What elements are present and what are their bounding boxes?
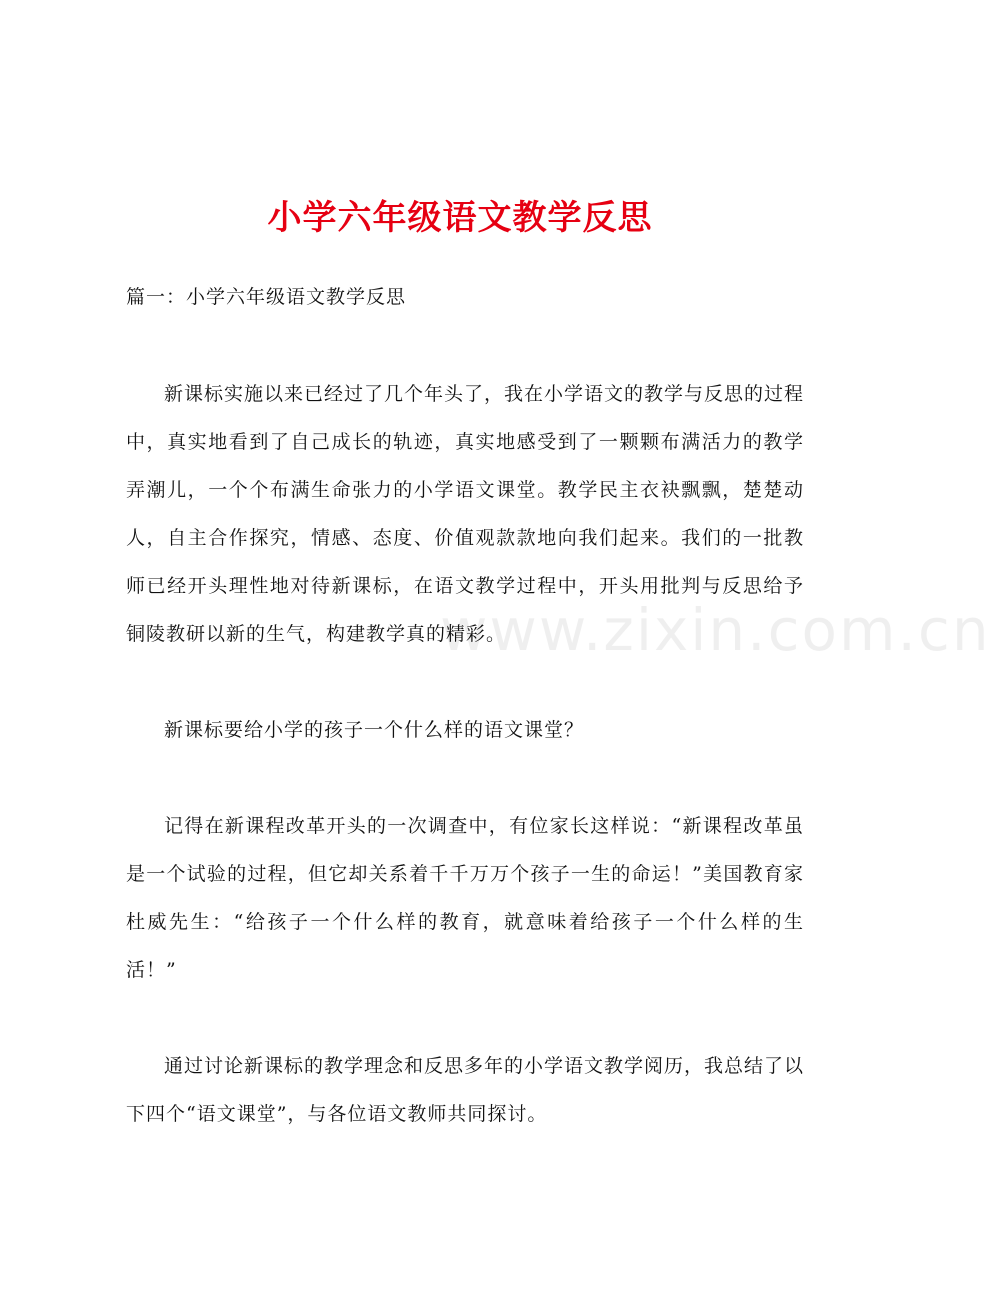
paragraph-1: 新课标实施以来已经过了几个年头了，我在小学语文的教学与反思的过程中，真实地看到了自己成长的轨迹，真实地感受到了一颗颗布满活力的教学弄潮儿，一个个布满生命张力的小学语文课堂。教学民主衣袂飘飘，楚楚动人，自主合作探究，情感、态度、价值观款款地向我们起来。我们的一批教师已经开头理性地对待新课标，在语文教学过程中，开头用批判与反思给予铜陵教研以新的生气，构建教学真的精彩。: [126, 383, 805, 645]
section-heading: 篇一：小学六年级语文教学反思: [126, 286, 407, 308]
paragraph-4: 通过讨论新课标的教学理念和反思多年的小学语文教学阅历，我总结了以下四个“语文课堂”，与各位语文教师共同探讨。: [126, 1055, 805, 1125]
watermark: www.zixin.com.cn: [440, 596, 991, 664]
paragraph-2: 新课标要给小学的孩子一个什么样的语文课堂？: [164, 719, 585, 741]
document-title: 小学六年级语文教学反思: [267, 198, 653, 238]
paragraph-3: 记得在新课程改革开头的一次调查中，有位家长这样说：“新课程改革虽是一个试验的过程，但它却关系着千千万万个孩子一生的命运！”美国教育家杜威先生：“给孩子一个什么样的教育，就意味着给孩子一个什么样的生活！”: [126, 815, 804, 981]
